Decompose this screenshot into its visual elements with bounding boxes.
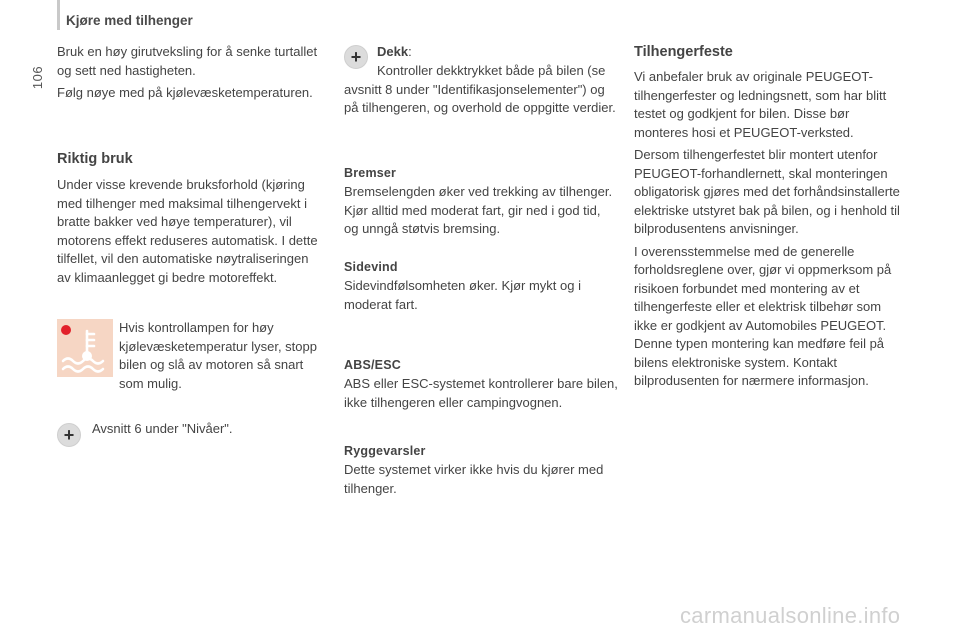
sidevind-body [344,277,609,318]
ryggevarsler-title: Ryggevarsler [344,444,426,458]
ryggevarsler-section [344,442,620,461]
intro-paragraph-2: Følg nøye med på kjølevæsketemperaturen. [57,85,313,100]
sidevind-text: Sidevindfølsomheten øker. Kjør mykt og i moderat fart. [344,278,581,312]
abs-section [344,356,620,375]
bremser-title: Bremser [344,166,397,180]
bremser-section [344,164,620,183]
tilhengerfeste-paragraph-1: Vi anbefaler bruk av originale PEUGEOT-tilhengerfester og ledningsnett, som har blitt testet og godkjent for bilen. Disse bør monteres hosi et PEUGEOT-verksted. [634,69,887,140]
abs-body [344,375,620,416]
sidevind-section [344,258,620,277]
plus-icon: + [57,423,81,447]
thermometer-icon [57,319,113,377]
sidevind-title: Sidevind [344,260,398,274]
intro-paragraph-1: Bruk en høy girutveksling for å senke turtallet og sett ned hastigheten. [57,44,318,78]
header-accent-bar [57,0,60,30]
tilhengerfeste-title: Tilhengerfeste [634,44,733,60]
dekk-section [344,62,620,122]
watermark: carmanualsonline.info [680,603,901,628]
riktig-bruk-section [57,150,329,169]
coolant-temperature-warning-icon [57,319,113,377]
tilhengerfeste-body [634,68,900,395]
tilhengerfeste-paragraph-3: I overensstemmelse med de generelle forholdsreglene over, gjør vi oppmerksom på risikoen forbundet med montering av et tilhengerfeste eller et elektrisk tilbehør som ikke er godkjent av Automobiles PEUGEOT. Denne typen montering kan medføre feil på bilens elektroniske system. Kontakt bilprodusenten for nærmere informasjon. [634,243,892,388]
abs-text: ABS eller ESC-systemet kontrollerer bare bilen, ikke tilhengeren eller campingvognen. [344,376,618,410]
dekk-title-line: Dekk: [377,44,412,59]
dekk-title: Dekk [377,44,409,59]
note-text: Avsnitt 6 under "Nivåer". [92,421,233,436]
note-box [92,420,322,443]
warning-text: Hvis kontrollampen for høy kjølevæsketemperatur lyser, stopp bilen og slå av motoren så snart som mulig. [119,320,317,391]
page-header-title: Kjøre med tilhenger [66,13,193,28]
riktig-bruk-text: Under visse krevende bruksforhold (kjøring med tilhenger med maksimal tilhengervekt i bratte bakker ved høye temperaturer), vil motorens effekt reduseres automatisk. I dette tilfellet, vil den automatiske nøytraliseringen av klimaanlegget gi bedre motoreffekt. [57,177,318,285]
section-title-riktig-bruk: Riktig bruk [57,151,133,167]
ryggevarsler-text: Dette systemet virker ikke hvis du kjører med tilhenger. [344,462,604,496]
tilhengerfeste-paragraph-2: Dersom tilhengerfestet blir montert utenfor PEUGEOT-forhandlernett, skal monteringen obligatorisk gjøres med det forhåndsinstallerte elektriske utstyret bak på bilen, og i henhold til bilprodusentens anvisninger. [634,147,900,236]
bremser-text: Bremselengden øker ved trekking av tilhenger. Kjør alltid med moderat fart, gir ned i god tid, og unngå støtvis bremsing. [344,184,613,236]
warning-note [119,319,329,397]
abs-title: ABS/ESC [344,358,401,372]
page-number: 106 [30,65,46,90]
ryggevarsler-body [344,461,604,502]
dekk-text: Kontroller dekktrykket både på bilen (se avsnitt 8 under "Identifikasjonselementer") og på tilhengeren, og overhold de oppgitte verdier. [344,63,616,115]
tilhengerfeste-section [634,43,904,62]
plus-icon: + [344,45,368,69]
left-column [57,43,329,107]
bremser-body [344,183,616,243]
riktig-bruk-body [57,176,322,291]
